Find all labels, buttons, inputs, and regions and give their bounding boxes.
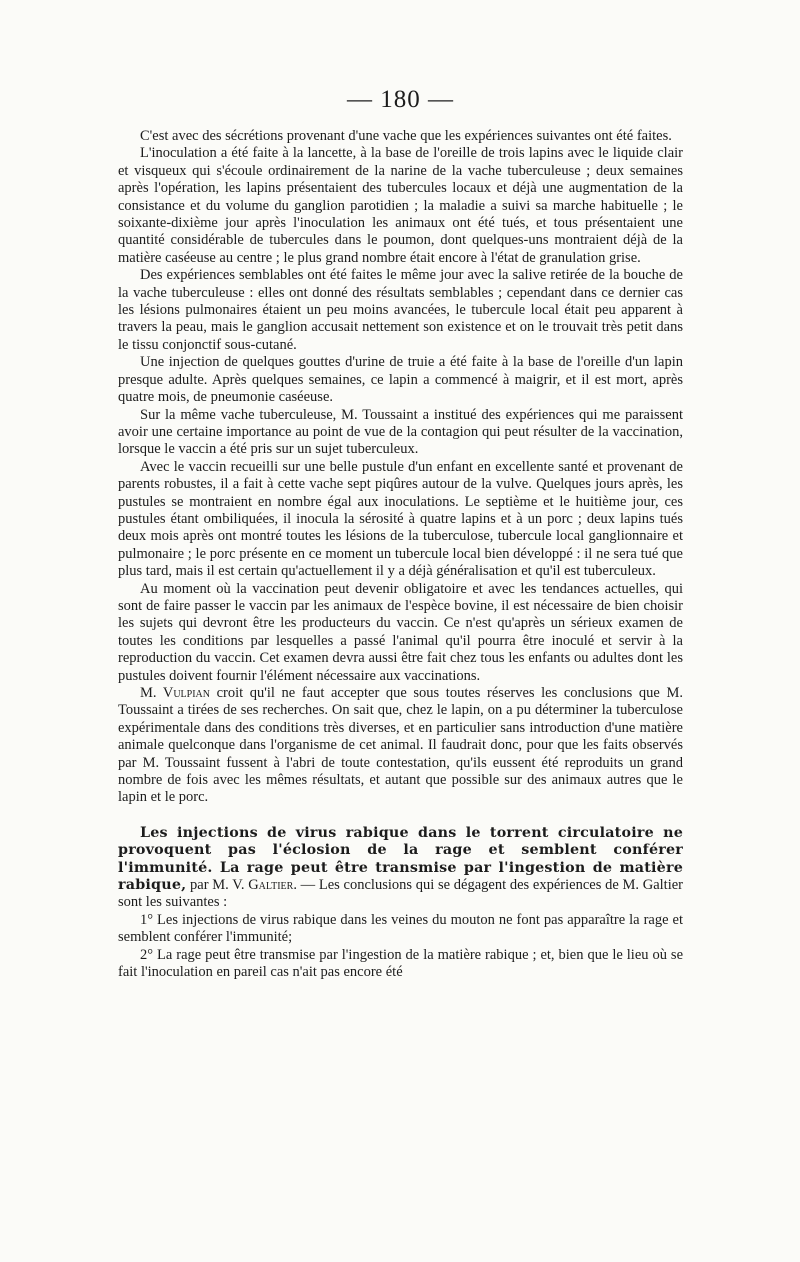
section-after: . — Les conclusions qui se dégagent des expériences de M. Galtier sont les suivantes : — [118, 877, 683, 911]
section-headline: Les injections de virus rabique dans le torrent circulatoire ne provoquent pas l'éclosion de la rage et semblent conférer l'immunité. La rage peut être transmise par l'ingestion de matière rabique, — [118, 824, 683, 894]
paragraph-5: Sur la même vache tuberculeuse, M. Toussaint a institué des expériences qui me paraissent avoir une certaine importance au point de vue de la contagion qui peut résulter de la vaccination, lorsque le vaccin a été pris sur un sujet tuberculeux. — [118, 406, 683, 458]
author-vulpian: M. Vulpian — [140, 685, 210, 701]
page-number: — 180 — — [347, 86, 454, 113]
section-by: par M. V. — [186, 877, 249, 894]
section-divider — [118, 807, 683, 825]
vulpian-text: croit qu'il ne faut accepter que sous toutes réserves les conclusions que M. Toussaint a tirées de ses recherches. On sait que, chez le lapin, on a pu déterminer la tuberculose expérimentale dans des conditions très diverses, et en particulier sans introduction d'une matière animale quelconque dans l'organisme de cet animal. Il faudrait donc, pour que les faits observés par M. Toussaint fussent à l'abri de toute contestation, qu'ils eussent été reproduits un grand nombre de fois avec les mêmes résultats, et autant que possible sur des animaux autres que le lapin et le porc. — [118, 685, 683, 806]
section-author: Galtier — [248, 877, 294, 894]
paragraph-3: Des expériences semblables ont été faites le même jour avec la salive retirée de la bouche de la vache tuberculeuse : elles ont donné des résultats semblables ; cependant dans ce dernier cas les lésions pulmonaires étaient un peu moins avancées, le tubercule local était peu apparent à travers la peau, mais le ganglion accusait nettement son existence et on le trouvait très petit dans le tissu conjonctif sous-cutané. — [118, 267, 683, 353]
conclusion-item-2: 2° La rage peut être transmise par l'ingestion de la matière rabique ; et, bien que le lieu où se fait l'inoculation en pareil cas n'ait pas encore été — [118, 946, 683, 981]
paragraph-vulpian — [118, 685, 683, 807]
conclusion-item-1: 1° Les injections de virus rabique dans les veines du mouton ne font pas apparaître la rage et semblent conférer l'immunité; — [118, 911, 683, 946]
paragraph-1: C'est avec des sécrétions provenant d'une vache que les expériences suivantes ont été faites. — [140, 128, 672, 144]
document-page — [118, 86, 683, 982]
paragraph-2: L'inoculation a été faite à la lancette, à la base de l'oreille de trois lapins avec le liquide clair et visqueux qui s'écoule ordinairement de la narine de la vache tuberculeuse ; deux semaines après l'opération, les lapins présentaient des tubercules locaux et déjà une augmentation de la consistance et du volume du ganglion parotidien ; la maladie a suivi sa marche habituelle ; le soixante-dixième jour après l'inoculation les animaux ont été tués, et tous présentaient une quantité considérable de tubercules dans le poumon, dont quelques-uns montraient déjà de la matière caséeuse au centre ; le plus grand nombre était encore à l'état de granulation grise. — [118, 145, 683, 266]
paragraph-4: Une injection de quelques gouttes d'urine de truie a été faite à la base de l'oreille d'un lapin presque adulte. Après quelques semaines, ce lapin a commencé à maigrir, et il est mort, après quatre mois, de pneumonie caséeuse. — [118, 354, 683, 406]
section-paragraph — [118, 825, 683, 912]
paragraph-7: Au moment où la vaccination peut devenir obligatoire et avec les tendances actuelles, qui sont de faire passer le vaccin par les animaux de l'espèce bovine, il est nécessaire de bien choisir les sujets qui devront être les producteurs du vaccin. Ce n'est qu'après un sérieux examen de toutes les conditions par lesquelles a passé l'animal qu'il pourra être inoculé et servir à la reproduction du vaccin. Cet examen devra aussi être fait chez tous les enfants ou adultes dont les pustules doivent fournir l'élément nécessaire aux vaccinations. — [118, 580, 683, 684]
paragraph-6: Avec le vaccin recueilli sur une belle pustule d'un enfant en excellente santé et provenant de parents robustes, il a fait à cette vache sept piqûres autour de la vulve. Quelques jours après, les pustules se montraient en nombre égal aux inoculations. Le septième et le huitième jour, ces pustules étant ombiliquées, il inocula la sérosité à quatre lapins et à un porc ; deux lapins tués deux mois après ont montré toutes les lésions de la tuberculose, tubercule local ganglionnaire et pulmonaire ; le porc présente en ce moment un tubercule local bien développé : il ne sera tué que plus tard, mais il est certain qu'actuellement il y a déjà généralisation et qu'il est tuberculeux. — [118, 458, 683, 580]
